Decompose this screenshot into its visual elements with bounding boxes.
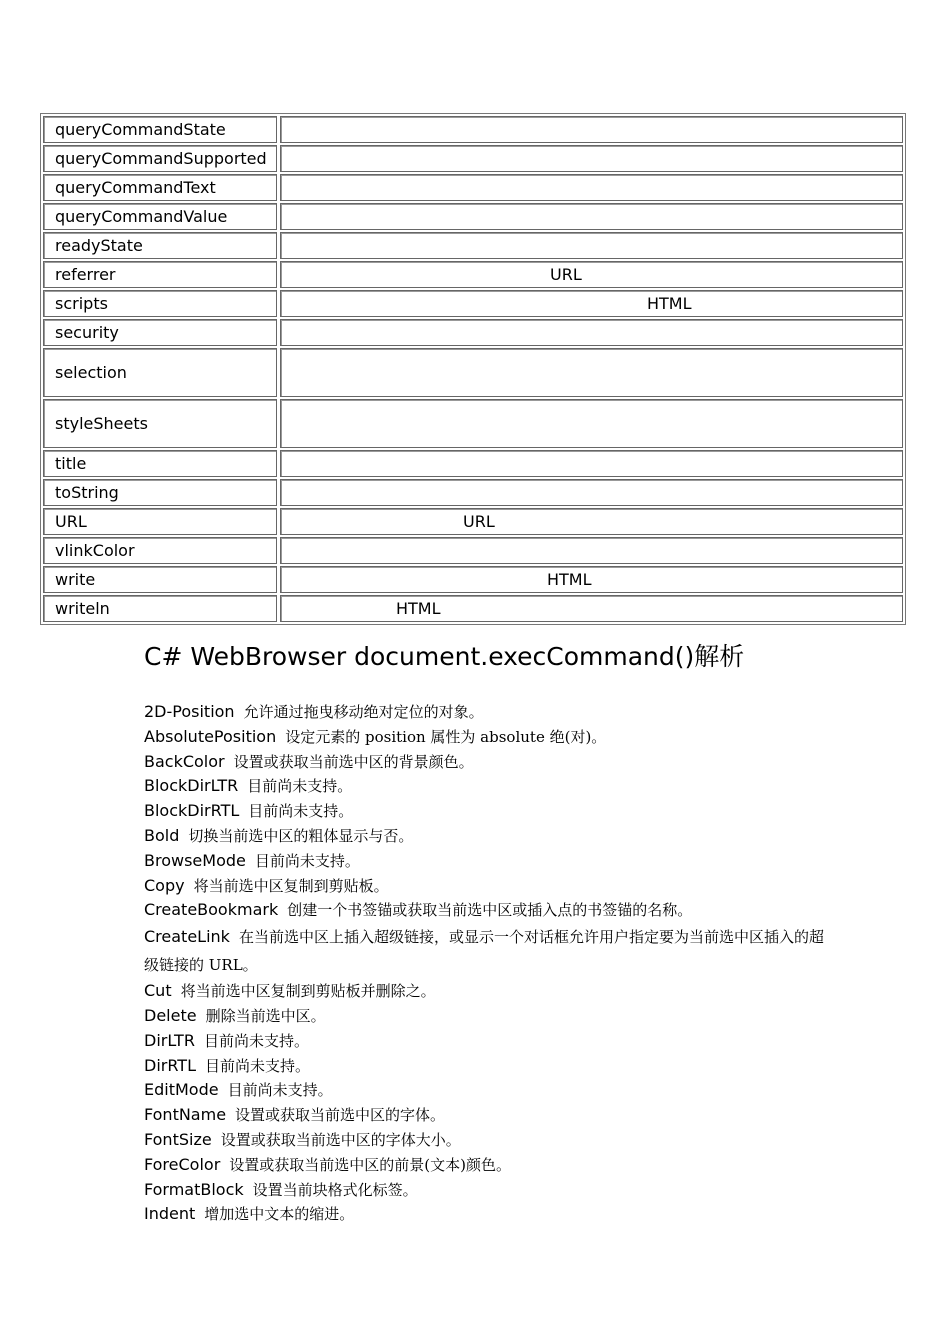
- command-item: [144, 1103, 824, 1128]
- command-item: [144, 799, 824, 824]
- command-name: Delete: [144, 1005, 197, 1025]
- command-name: Cut: [144, 981, 172, 1001]
- table-row: [43, 399, 903, 448]
- table-row: [43, 174, 903, 201]
- property-desc-cell: [280, 232, 903, 259]
- property-name-cell: security: [43, 319, 277, 346]
- command-name: BlockDirRTL: [144, 801, 240, 821]
- command-item: [144, 700, 824, 725]
- command-item: [144, 1128, 824, 1153]
- command-description: 设置当前块格式化标签。: [252, 1180, 418, 1199]
- property-name-cell: queryCommandText: [43, 174, 277, 201]
- table-row: [43, 116, 903, 143]
- table-row: [43, 145, 903, 172]
- property-desc-cell: [280, 595, 903, 622]
- table-row: [43, 450, 903, 477]
- command-description: 设置或获取当前选中区的字体大小。: [220, 1130, 461, 1149]
- property-desc-cell: [280, 319, 903, 346]
- command-item: [144, 1029, 824, 1054]
- command-description: 设置或获取当前选中区的前景(文本)颜色。: [229, 1155, 511, 1174]
- command-name: 2D-Position: [144, 702, 235, 721]
- property-desc-cell: [280, 537, 903, 564]
- command-description: 目前尚未支持。: [204, 1056, 310, 1075]
- command-name: BackColor: [144, 751, 225, 771]
- property-name-cell: readyState: [43, 232, 277, 259]
- property-desc-text: HTML: [396, 598, 441, 618]
- command-description: 目前尚未支持。: [254, 851, 360, 870]
- command-item: [144, 1202, 824, 1227]
- table-row: [43, 319, 903, 346]
- command-name: FontName: [144, 1105, 227, 1125]
- command-name: Indent: [144, 1204, 196, 1224]
- property-desc-cell: [280, 450, 903, 477]
- command-name: FontSize: [144, 1129, 212, 1149]
- command-item: [144, 750, 824, 775]
- property-desc-text: URL: [550, 264, 582, 284]
- command-item: [144, 1004, 824, 1029]
- property-name-cell: scripts: [43, 290, 277, 317]
- property-desc-cell: [280, 479, 903, 506]
- command-item: [144, 1078, 824, 1103]
- property-name-cell: selection: [43, 348, 277, 397]
- property-desc-text: HTML: [647, 293, 692, 313]
- section-heading: C# WebBrowser document.execCommand()解析: [144, 642, 745, 671]
- property-desc-cell: [280, 508, 903, 535]
- property-desc-cell: [280, 145, 903, 172]
- command-description: 目前尚未支持。: [247, 777, 353, 796]
- command-description: 允许通过拖曳移动绝对定位的对象。: [243, 703, 484, 721]
- property-name-cell: queryCommandValue: [43, 203, 277, 230]
- command-description: 增加选中文本的缩进。: [204, 1205, 355, 1224]
- property-desc-cell: [280, 203, 903, 230]
- command-name: BlockDirLTR: [144, 776, 239, 796]
- property-name-cell: queryCommandState: [43, 116, 277, 143]
- command-description: 设置或获取当前选中区的背景颜色。: [233, 752, 474, 771]
- table-row: [43, 290, 903, 317]
- command-item: [144, 979, 824, 1004]
- property-desc-cell: [280, 261, 903, 288]
- command-item: [144, 874, 824, 899]
- command-name: CreateBookmark: [144, 900, 279, 920]
- command-item: [144, 898, 824, 923]
- table-row: [43, 261, 903, 288]
- command-description: 将当前选中区复制到剪贴板。: [193, 876, 389, 895]
- command-description: 目前尚未支持。: [227, 1081, 333, 1100]
- command-name: FormatBlock: [144, 1179, 244, 1199]
- command-description: 将当前选中区复制到剪贴板并删除之。: [180, 982, 436, 1001]
- command-name: BrowseMode: [144, 850, 246, 870]
- command-name: Bold: [144, 825, 180, 845]
- command-item: [144, 1178, 824, 1203]
- property-name-cell: styleSheets: [43, 399, 277, 448]
- property-desc-cell: [280, 174, 903, 201]
- property-desc-text: HTML: [547, 569, 592, 589]
- property-name-cell: URL: [43, 508, 277, 535]
- property-name-cell: vlinkColor: [43, 537, 277, 564]
- property-name-cell: queryCommandSupported: [43, 145, 277, 172]
- command-item: [144, 849, 824, 874]
- command-name: ForeColor: [144, 1154, 221, 1174]
- table-row: [43, 595, 903, 622]
- table-row: [43, 479, 903, 506]
- command-item: [144, 725, 824, 750]
- command-name: EditMode: [144, 1080, 219, 1100]
- command-description: 在当前选中区上插入超级链接，或显示一个对话框允许用户指定要为当前选中区插入的超级链接的 URL。: [144, 928, 824, 975]
- property-desc-cell: [280, 399, 903, 448]
- table-row: [43, 348, 903, 397]
- command-item: [144, 824, 824, 849]
- table-row: [43, 203, 903, 230]
- command-name: Copy: [144, 875, 185, 895]
- command-description: 设定元素的 position 属性为 absolute 绝(对)。: [285, 727, 607, 746]
- table-row: [43, 566, 903, 593]
- command-description: 创建一个书签锚或获取当前选中区或插入点的书签锚的名称。: [287, 901, 693, 920]
- command-description: 设置或获取当前选中区的字体。: [235, 1106, 446, 1125]
- command-description: 目前尚未支持。: [203, 1031, 309, 1050]
- property-desc-cell: [280, 348, 903, 397]
- property-name-cell: writeln: [43, 595, 277, 622]
- property-desc-cell: [280, 116, 903, 143]
- command-description: 目前尚未支持。: [248, 802, 354, 821]
- command-description: 切换当前选中区的粗体显示与否。: [188, 826, 414, 845]
- command-item: [144, 1153, 824, 1178]
- table-row: [43, 508, 903, 535]
- property-name-cell: referrer: [43, 261, 277, 288]
- property-desc-cell: [280, 566, 903, 593]
- command-item: [144, 1054, 824, 1079]
- property-desc-cell: [280, 290, 903, 317]
- command-name: CreateLink: [144, 927, 230, 947]
- command-item: [144, 923, 824, 979]
- property-desc-text: URL: [463, 511, 495, 531]
- property-name-cell: write: [43, 566, 277, 593]
- command-list: [144, 700, 824, 1227]
- table-row: [43, 537, 903, 564]
- command-description: 删除当前选中区。: [205, 1006, 326, 1025]
- command-item: [144, 774, 824, 799]
- property-name-cell: toString: [43, 479, 277, 506]
- command-name: DirLTR: [144, 1030, 195, 1050]
- table-row: [43, 232, 903, 259]
- command-name: AbsolutePosition: [144, 726, 277, 746]
- property-name-cell: title: [43, 450, 277, 477]
- property-table: [40, 113, 906, 625]
- command-name: DirRTL: [144, 1055, 196, 1075]
